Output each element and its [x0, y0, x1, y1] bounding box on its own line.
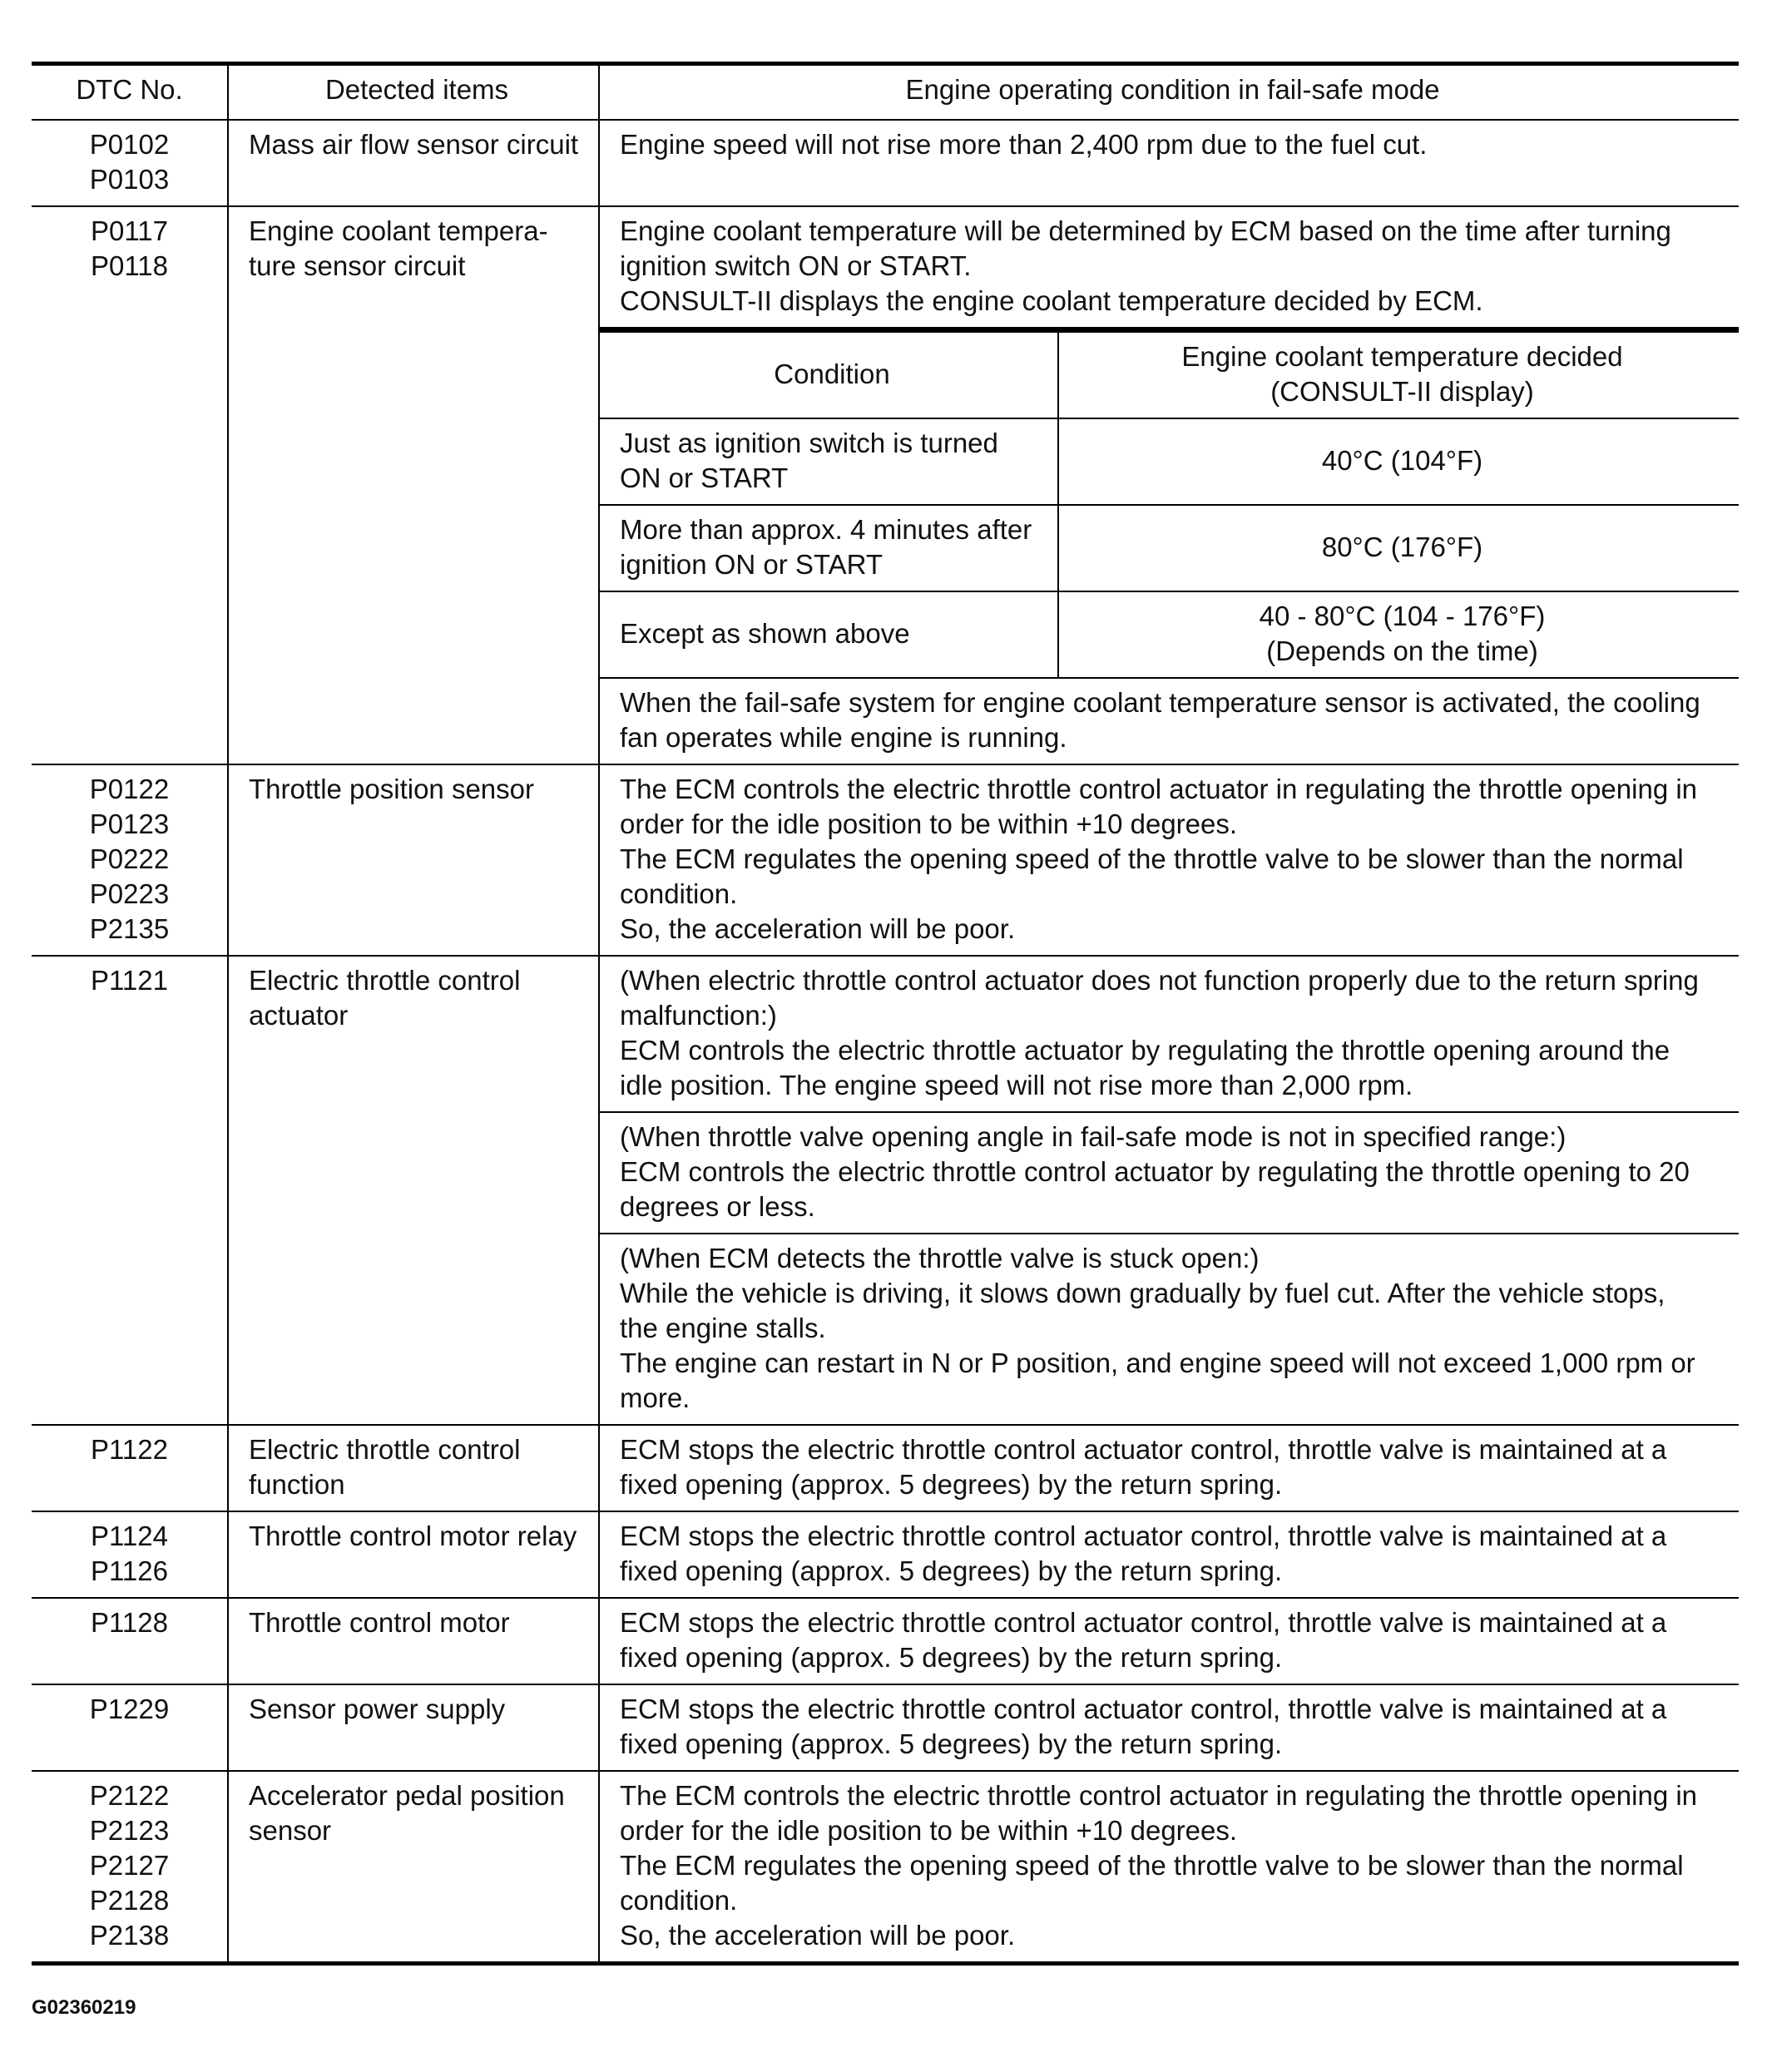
- condition-text: ECM stops the electric throttle control actuator control, throttle valve is maintained at a fixed opening (approx. 5 degrees) by the return spring.: [620, 1607, 1667, 1673]
- condition-cell: Just as ignition switch is turned ON or START: [600, 418, 1058, 505]
- condition-text: ECM stops the electric throttle control actuator control, throttle valve is maintained at a fixed opening (approx. 5 degrees) by the return spring.: [620, 1434, 1667, 1500]
- failsafe-table: [32, 62, 1739, 1966]
- dtc-number-cell: P1128: [32, 1598, 228, 1684]
- coolant-temperature-table: [600, 329, 1739, 677]
- dtc-number-cell: P2122 P2123 P2127 P2128 P2138: [32, 1771, 228, 1964]
- failsafe-condition-cell: [599, 206, 1739, 764]
- detected-item-cell: Throttle control motor relay: [228, 1511, 599, 1598]
- detected-item-cell: Engine coolant tempera- ture sensor circuit: [228, 206, 599, 764]
- condition-cell: Except as shown above: [600, 591, 1058, 677]
- figure-id: G02360219: [32, 1996, 136, 2019]
- detected-item-cell: Throttle control motor: [228, 1598, 599, 1684]
- table-row: [32, 1511, 1739, 1598]
- coolant-column-header: Engine coolant temperature decided (CONSULT-II display): [1058, 331, 1739, 419]
- dtc-number-cell: P0102 P0103: [32, 120, 228, 206]
- failsafe-condition-cell: [599, 120, 1739, 206]
- failsafe-condition-cell: [599, 764, 1739, 956]
- condition-text: When the fail-safe system for engine coolant temperature sensor is activated, the cooling fan operates while engine is running.: [600, 677, 1739, 764]
- table-row: [32, 1598, 1739, 1684]
- dtc-number-cell: P1124 P1126: [32, 1511, 228, 1598]
- dtc-number-cell: P1122: [32, 1425, 228, 1511]
- failsafe-condition-cell: [599, 956, 1739, 1425]
- temperature-cell: 80°C (176°F): [1058, 505, 1739, 591]
- detected-item-cell: Mass air flow sensor circuit: [228, 120, 599, 206]
- failsafe-condition-cell: [599, 1511, 1739, 1598]
- dtc-number-cell: P0117 P0118: [32, 206, 228, 764]
- coolant-table-row: [600, 591, 1739, 677]
- condition-text: ECM stops the electric throttle control actuator control, throttle valve is maintained at a fixed opening (approx. 5 degrees) by the return spring.: [620, 1521, 1667, 1586]
- table-row: [32, 1425, 1739, 1511]
- table-row: [32, 1684, 1739, 1771]
- dtc-number-cell: P1229: [32, 1684, 228, 1771]
- failsafe-condition-cell: [599, 1598, 1739, 1684]
- table-row: [32, 1771, 1739, 1964]
- detected-item-cell: Electric throttle control function: [228, 1425, 599, 1511]
- table-header-row: [32, 64, 1739, 121]
- temperature-cell: 40°C (104°F): [1058, 418, 1739, 505]
- condition-text: (When throttle valve opening angle in fail-safe mode is not in specified range:) ECM controls the electric throttle control actuator by regulating the throttle opening to 20 degrees or less.: [600, 1111, 1739, 1233]
- condition-text: The ECM controls the electric throttle control actuator in regulating the throttle opening in order for the idle position to be within +10 degrees. The ECM regulates the opening speed of the throttle valve to be slower than the normal condition. So, the acceleration will be poor.: [620, 774, 1698, 944]
- column-header: DTC No.: [32, 64, 228, 121]
- detected-item-cell: Throttle position sensor: [228, 764, 599, 956]
- condition-text: Engine coolant temperature will be determined by ECM based on the time after turning ignition switch ON or START. CONSULT-II displays the engine coolant temperature decided by ECM.: [620, 215, 1671, 316]
- failsafe-condition-cell: [599, 1425, 1739, 1511]
- coolant-table-header-row: [600, 331, 1739, 419]
- table-row: [32, 764, 1739, 956]
- coolant-table-row: [600, 505, 1739, 591]
- condition-text: Engine speed will not rise more than 2,400 rpm due to the fuel cut.: [620, 129, 1428, 160]
- column-header: Detected items: [228, 64, 599, 121]
- detected-item-cell: Sensor power supply: [228, 1684, 599, 1771]
- detected-item-cell: Electric throttle control actuator: [228, 956, 599, 1425]
- condition-text: (When ECM detects the throttle valve is stuck open:) While the vehicle is driving, it slows down gradually by fuel cut. After the vehicle stops, the engine stalls. The engine can restart in N or P position, and engine speed will not exceed 1,000 rpm or more.: [600, 1233, 1739, 1424]
- table-row: [32, 206, 1739, 764]
- temperature-cell: 40 - 80°C (104 - 176°F) (Depends on the time): [1058, 591, 1739, 677]
- failsafe-condition-cell: [599, 1771, 1739, 1964]
- condition-text: ECM stops the electric throttle control actuator control, throttle valve is maintained at a fixed opening (approx. 5 degrees) by the return spring.: [620, 1694, 1667, 1759]
- condition-text: (When electric throttle control actuator does not function properly due to the return spring malfunction:) ECM controls the electric throttle actuator by regulating the throttle opening around the idle position. The engine speed will not rise more than 2,000 rpm.: [620, 965, 1699, 1100]
- table-row: [32, 120, 1739, 206]
- coolant-table-row: [600, 418, 1739, 505]
- dtc-number-cell: P1121: [32, 956, 228, 1425]
- condition-cell: More than approx. 4 minutes after ignition ON or START: [600, 505, 1058, 591]
- column-header: Engine operating condition in fail-safe mode: [599, 64, 1739, 121]
- dtc-number-cell: P0122 P0123 P0222 P0223 P2135: [32, 764, 228, 956]
- coolant-column-header: Condition: [600, 331, 1058, 419]
- failsafe-condition-cell: [599, 1684, 1739, 1771]
- table-row: [32, 956, 1739, 1425]
- detected-item-cell: Accelerator pedal position sensor: [228, 1771, 599, 1964]
- condition-text: The ECM controls the electric throttle control actuator in regulating the throttle opening in order for the idle position to be within +10 degrees. The ECM regulates the opening speed of the throttle valve to be slower than the normal condition. So, the acceleration will be poor.: [620, 1780, 1698, 1951]
